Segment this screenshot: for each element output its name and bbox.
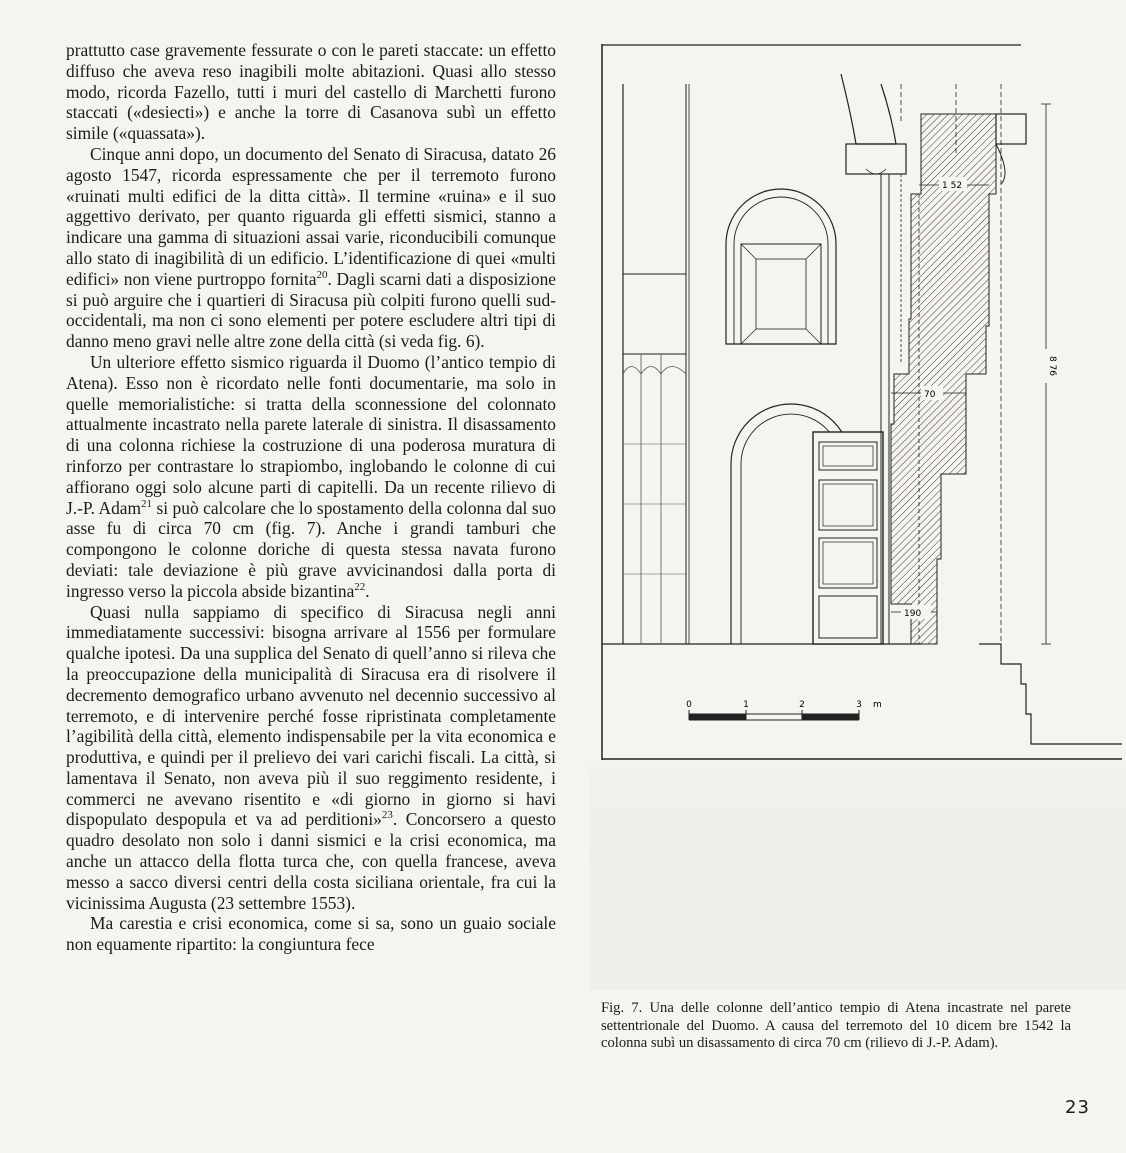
paragraph xyxy=(66,602,556,914)
paragraph-text: Un ulteriore effetto sismico riguarda il Duomo (l’antico tempio di Atena). Esso non è ricordato nelle fonti documentarie, ma solo in quelle memorialistiche: si tratta della sconnessione del colonnato attualmente incastrato nella parete laterale di sinistra. Il disassamento di una colonna richiese la costruzione di una poderosa muratura di rinforzo per contrastare lo strapiombo, inglobando le colonne di cui affiorano oggi solo alcune parti di capitelli. Da un recente rilievo di J.-P. Adam xyxy=(66,351,556,518)
footnote-ref: 21 xyxy=(141,497,153,510)
scale-tick-1: 1 xyxy=(743,700,749,710)
paragraph-text: Cinque anni dopo, un documento del Senato di Siracusa, datato 26 agosto 1547, ricorda espressamente che per il terremoto furono «ruinati multi edifici de la ditta città». Il termine «ruina» e il suo aggettivo derivato, per quanto riguarda gli effetti sismici, stanno a indicare una gamma di situazioni assai varie, riconducibili comunque allo stato di inagibilità di un edificio. L’identificazione di quei «multi edifici» non viene purtroppo fornita xyxy=(66,143,556,289)
dim-height-label: 8 76 xyxy=(1047,355,1057,377)
figure-background-shade xyxy=(590,760,1126,990)
dim-bottom-label: 190 xyxy=(904,609,922,619)
paragraph xyxy=(66,40,556,144)
footnote-ref: 20 xyxy=(316,268,328,281)
dim-top-label: 1 52 xyxy=(942,181,963,191)
paragraph-text: . Dagli scarni dati a disposizione si può arguire che i quartieri di Siracusa più colpiti furono quelli sud-occidentali, ma non ci sono elementi per potere escludere altri tipi di danno meno gravi nelle altre zone della città (si veda fig. 6). xyxy=(66,268,556,352)
dim-mid-label: 70 xyxy=(924,390,936,400)
scale-unit: m xyxy=(873,700,882,710)
scale-bar xyxy=(686,700,882,720)
figure-caption: Fig. 7. Una delle colonne dell’antico tempio di Atena incastrate nel parete settentrionale del Duomo. A causa del terremoto del 10 dicem bre 1542 la colonna subì un disassamento di circa 70 cm (rilievo di J.-P. Adam). xyxy=(601,1000,1071,1052)
architectural-drawing xyxy=(601,44,1123,760)
reinforcement-masonry-hatch xyxy=(891,114,996,644)
scale-tick-0: 0 xyxy=(686,700,692,710)
paragraph xyxy=(66,352,556,602)
paragraph-text: Ma carestia e crisi economica, come si sa, sono un guaio sociale non equamente ripartito: la congiuntura fece xyxy=(66,913,556,955)
paragraph-text: Quasi nulla sappiamo di specifico di Siracusa negli anni immediatamente successivi: bisogna arrivare al 1556 per formulare qualche ipotesi. Da una supplica del Senato di quell’anno si rileva che la preoccupazione della municipalità di Siracusa era di risolvere il decremento demografico urbano avvenuto nel decennio successivo al terremoto, e di intervenire perché fosse ripristinata completamente l’agibilità della città, elemento indispensabile per la vita economica e produttiva, e quindi per il prelievo dei vari carichi fiscali. La città, si lamentava il Senato, non aveva più il suo reggimento residente, i commerci ne avevano risentito e «di giorno in giorno si havi dispopulato despopula et va ad perditioni» xyxy=(66,601,556,830)
paragraph-text: . xyxy=(365,580,370,601)
page-number: 23 xyxy=(1065,1097,1090,1118)
footnote-ref: 22 xyxy=(354,580,366,593)
elevation-drawing xyxy=(601,44,1123,760)
scale-tick-2: 2 xyxy=(799,700,805,710)
paragraph-text: si può calcolare che lo spostamento della colonna dal suo asse fu di circa 70 cm (fig. 7). Anche i grandi tamburi che compongono le colonne doriche di questa stessa navata furono deviati: tale deviazione è più grave avvicinandosi dalla porta di ingresso verso la piccola abside bizantina xyxy=(66,497,556,601)
paragraph xyxy=(66,144,556,352)
scale-tick-3: 3 xyxy=(856,700,862,710)
footnote-ref: 23 xyxy=(381,809,393,822)
paragraph-text: . Concorsero a questo quadro desolato non solo i danni sismici e la crisi economica, ma anche un attacco della flotta turca che, con quella francese, aveva messo a sacco diversi centri della costa siciliana orientale, fra cui la vicinissima Augusta (23 settembre 1553). xyxy=(66,809,556,913)
paragraph-text: prattutto case gravemente fessurate o con le pareti staccate: un effetto diffuso che aveva reso inagibili molte abitazioni. Quasi allo stesso modo, ricorda Fazello, tutti i muri del castello di Marchetti furono staccati («desiecti») e anche la torre di Casanova subì un effetto simile («quassata»). xyxy=(66,40,556,144)
body-text-column xyxy=(66,40,556,955)
paragraph xyxy=(66,913,556,955)
